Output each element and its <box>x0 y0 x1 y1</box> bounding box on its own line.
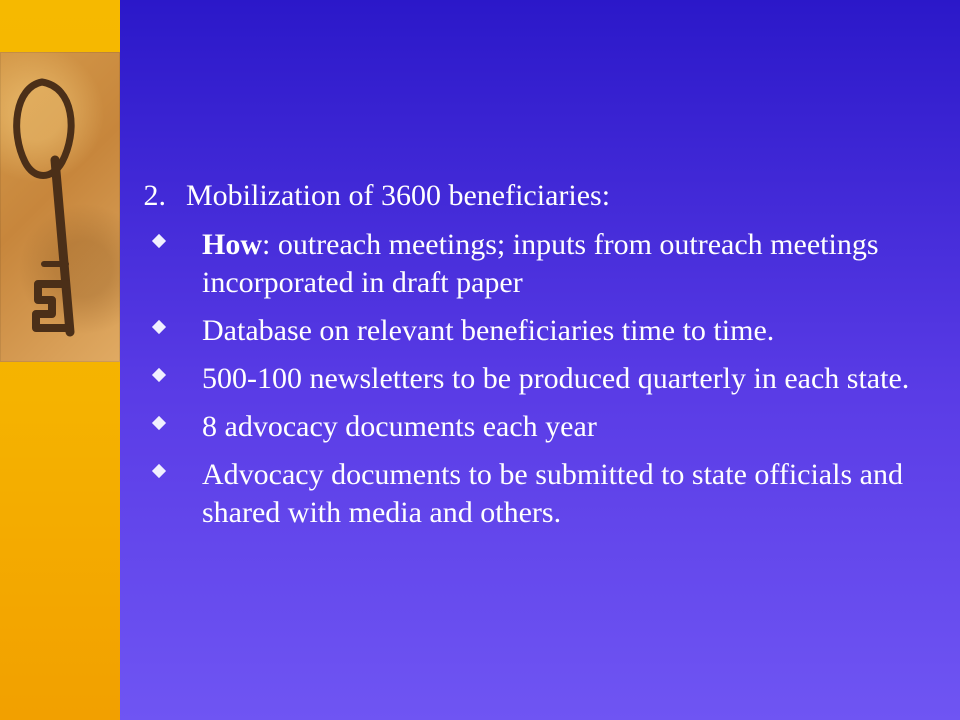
diamond-bullet-icon <box>152 320 166 334</box>
list-item <box>140 312 920 350</box>
bullet-lead: How <box>202 228 262 261</box>
diamond-bullet-icon <box>152 234 166 248</box>
heading-number: 2. <box>143 179 166 212</box>
list-item <box>140 456 920 532</box>
slide-heading <box>140 176 920 216</box>
list-item <box>140 226 920 302</box>
bullet-text <box>202 226 920 302</box>
key-photo-icon <box>0 52 120 362</box>
heading-text: Mobilization of 3600 beneficiaries: <box>186 179 611 212</box>
slide-content <box>140 176 920 532</box>
diamond-bullet-icon <box>152 416 166 430</box>
bullet-text: 500-100 newsletters to be produced quarterly in each state. <box>202 362 910 395</box>
bullet-text: 8 advocacy documents each year <box>202 410 597 443</box>
key-icon <box>0 52 120 362</box>
left-decorative-strip <box>0 0 120 720</box>
bullet-list <box>140 226 920 532</box>
list-item <box>140 360 920 398</box>
list-item <box>140 408 920 446</box>
bullet-text: Database on relevant beneficiaries time to time. <box>202 314 775 347</box>
diamond-bullet-icon <box>152 368 166 382</box>
bullet-text: Advocacy documents to be submitted to state officials and shared with media and others. <box>202 458 903 529</box>
bullet-body: : outreach meetings; inputs from outreach meetings incorporated in draft paper <box>202 228 879 299</box>
diamond-bullet-icon <box>152 464 166 478</box>
